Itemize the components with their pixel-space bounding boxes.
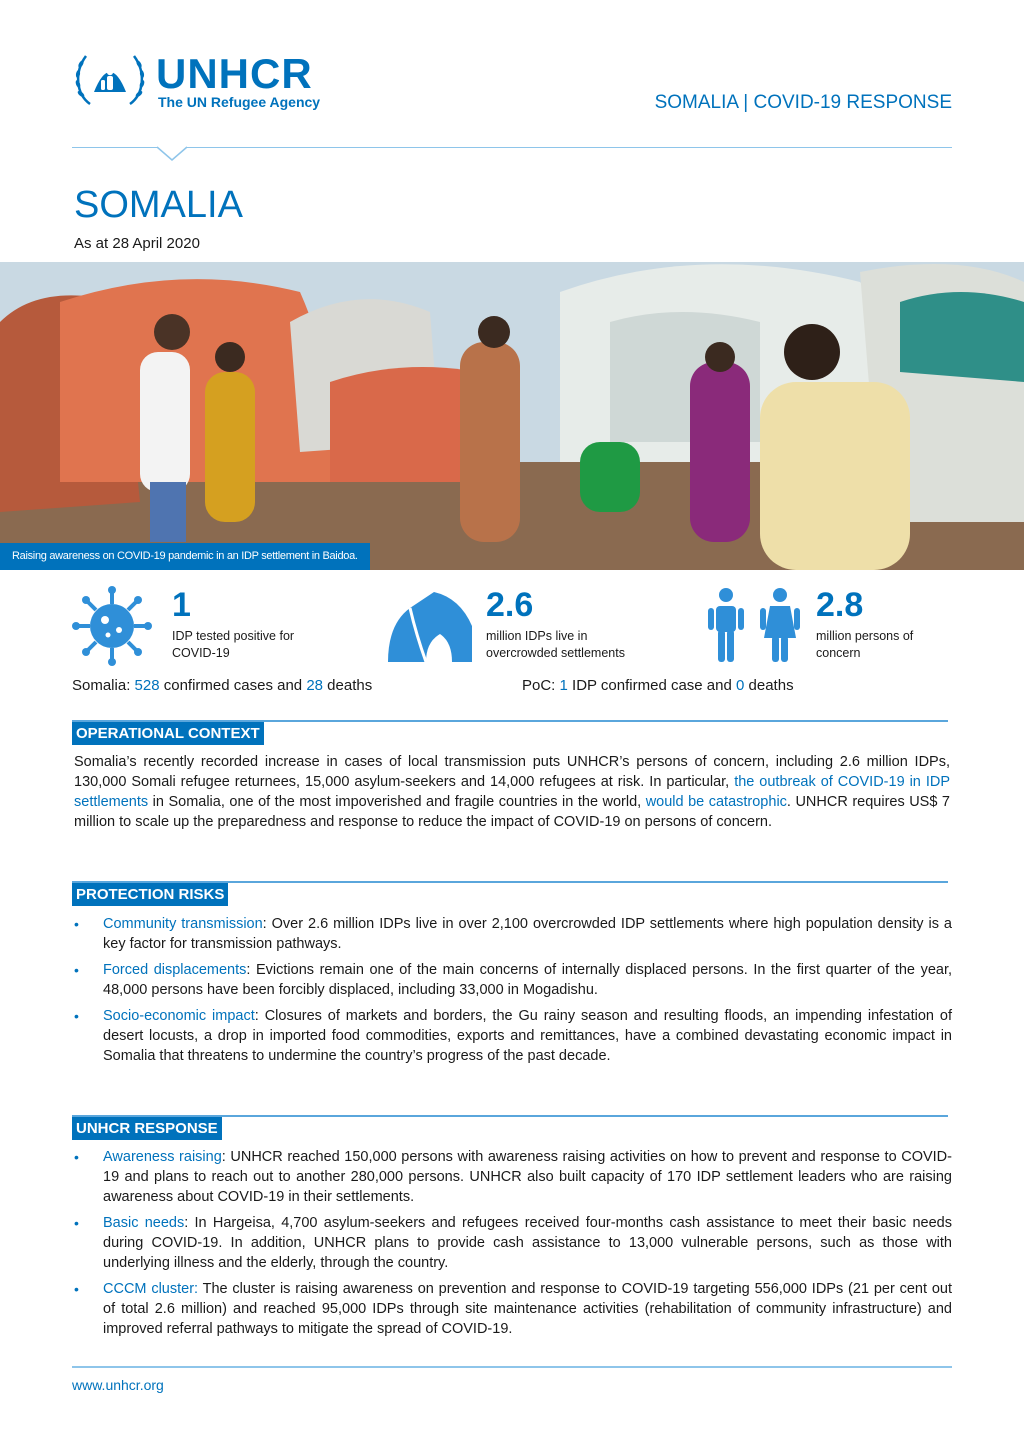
list-item: • Community transmission: Over 2.6 million IDPs live in over 2,100 overcrowded IDP settlements where high population density is a key factor for transmission pathways. [74, 916, 952, 952]
stat-persons-of-concern [706, 582, 952, 672]
term-link[interactable]: Community transmission [103, 916, 263, 932]
key-figures [72, 582, 952, 672]
stat-number: 2.8 [816, 586, 864, 624]
header-tagline: SOMALIA | COVID-19 RESPONSE [654, 92, 952, 113]
stat-number: 2.6 [486, 586, 534, 624]
outbreak-link[interactable]: the outbreak of COVID-19 in IDP settlements [74, 774, 951, 810]
photo-caption: Raising awareness on COVID-19 pandemic in an IDP settlement in Baidoa. [0, 543, 370, 570]
term-link[interactable]: Awareness raising [103, 1149, 222, 1165]
list-item: • Awareness raising: UNHCR reached 150,000 persons with awareness raising activities on how to prevent and response to COVID-19 and plans to reach out to another 280,000 persons. UNHCR also built capacity of 170 IDP settlement leaders who are raising awareness about COVID-19 in their settlements. [74, 1149, 952, 1205]
section-heading-operational: OPERATIONAL CONTEXT [72, 722, 264, 745]
list-item: • Socio-economic impact: Closures of markets and borders, the Gu rainy season and resulting floods, an impending infestation of desert locusts, a drop in imported food commodities, exports and remittances, have a combined devastating economic impact in Somalia that threatens to undermine the country’s progress of the past decade. [74, 1008, 952, 1064]
people-icon [706, 586, 802, 666]
stat-number: 1 [172, 586, 191, 624]
term-link[interactable]: CCCM cluster: [103, 1281, 199, 1297]
logo-wordmark: UNHCR [156, 50, 313, 97]
term-link[interactable]: Basic needs [103, 1215, 185, 1231]
poc-cases-summary: PoC: 1 IDP confirmed case and 0 deaths [522, 677, 794, 694]
stat-description: million IDPs live in overcrowded settlements [486, 629, 625, 660]
list-item: • CCCM cluster: The cluster is raising awareness on prevention and response to COVID-19 targeting 556,000 IDPs (21 per cent out of total 2.6 million) and reached 95,000 IDPs through site maintenance activities (rehabilitation of community infrastructure) and improved referral pathways to mitigate the spread of COVID-19. [74, 1281, 952, 1337]
shelter-icon [386, 586, 474, 666]
stat-description: million persons of concern [816, 629, 914, 660]
chevron-down-icon [156, 146, 188, 162]
hero-photo [0, 262, 1024, 570]
term-link[interactable]: Socio-economic impact [103, 1008, 255, 1024]
unhcr-logo[interactable] [72, 48, 352, 112]
report-date: As at 28 April 2020 [74, 235, 200, 252]
stat-idps-overcrowded [386, 582, 686, 672]
list-item: • Forced displacements: Evictions remain one of the main concerns of internally displaced persons. In the first quarter of the year, 48,000 persons have been forcibly displaced, including 33,000 in Mogadishu. [74, 962, 953, 998]
stat-description: IDP tested positive for COVID-19 [172, 629, 295, 660]
footer-divider [72, 1366, 952, 1368]
unhcr-response-list [72, 1147, 952, 1345]
footer-website-link[interactable]: www.unhcr.org [72, 1377, 164, 1393]
section-heading-protection: PROTECTION RISKS [72, 883, 228, 906]
list-item: • Basic needs: In Hargeisa, 4,700 asylum-seekers and refugees received four-months cash assistance to meet their basic needs during COVID-19. In addition, UNHCR plans to provide cash assistance to 13,000 vulnerable persons, such as those with underlying illness and the elderly, through the country. [74, 1215, 952, 1271]
operational-context-text: Somalia’s recently recorded increase in cases of local transmission puts UNHCR’s persons of concern, including 2.6 million IDPs, 130,000 Somali refugee returnees, 15,000 asylum-seekers and 14,000 refugees at risk. In particular, the outbreak of COVID-19 in IDP settlements in Somalia, one of the most impoverished and fragile countries in the world, would be catastrophic. UNHCR requires US$ 7 million to scale up the preparedness and response to reduce the impact of COVID-19 on persons of concern. [74, 754, 951, 830]
stat-idp-positive [72, 582, 372, 672]
header-divider [72, 147, 952, 148]
term-link[interactable]: Forced displacements [103, 962, 247, 978]
laurel-logo-icon [72, 48, 148, 110]
virus-icon [72, 586, 152, 666]
somalia-cases-summary: Somalia: 528 confirmed cases and 28 deaths [72, 677, 373, 694]
protection-risks-list [72, 914, 952, 1072]
section-heading-response: UNHCR RESPONSE [72, 1117, 222, 1140]
logo-subtitle: The UN Refugee Agency [158, 94, 321, 110]
page-title: SOMALIA [74, 184, 243, 226]
catastrophic-link[interactable]: would be catastrophic [645, 794, 787, 810]
page-header [72, 48, 952, 148]
idp-settlement-photo [0, 262, 1024, 570]
